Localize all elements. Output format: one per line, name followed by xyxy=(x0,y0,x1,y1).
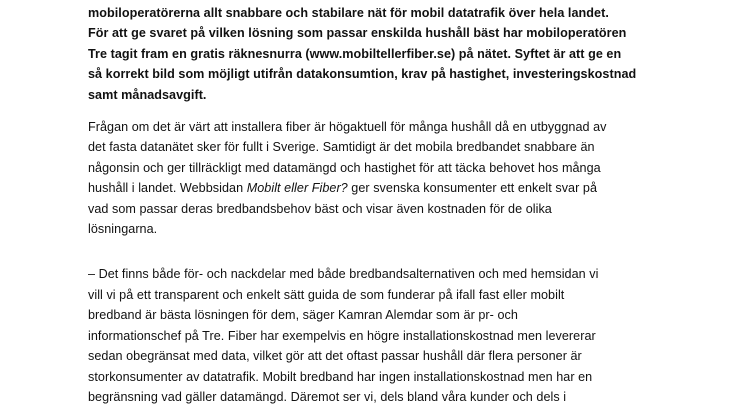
lead-paragraph xyxy=(88,3,728,105)
text-line: samt månadsavgift. xyxy=(88,87,207,102)
text-line: bredband är bästa lösningen för dem, säger Kamran Alemdar som är pr- och xyxy=(88,308,518,323)
paragraph-spacer xyxy=(88,105,728,117)
document-page xyxy=(88,3,728,407)
text-line: vad som passar deras bredbandsbehov bäst och visar även kostnaden för de olika xyxy=(88,201,552,216)
text-line: Frågan om det är värt att installera fiber är högaktuell för många hushåll då en utbyggnad av xyxy=(88,120,607,135)
text-line: lösningarna. xyxy=(88,222,158,237)
text-line: storkonsumenter av datatrafik. Mobilt bredband har ingen installationskostnad men har en xyxy=(88,369,593,384)
paragraph-spacer xyxy=(88,239,728,264)
text-line: Tre tagit fram en gratis räknesnurra (www.mobiltellerfiber.se) på nätet. Syftet är att ge en xyxy=(88,46,622,61)
website-name-italic: Mobilt eller Fiber? xyxy=(246,181,348,196)
text-line: det fasta datanätet sker för fullt i Sverige. Samtidigt är det mobila bredbandet snabbare än xyxy=(88,140,595,155)
text-line: någonsin och ger tillräckligt med datamängd och hastighet för att täcka behovet hos många xyxy=(88,160,601,175)
text-line: – Det finns både för- och nackdelar med både bredbandsalternativen och med hemsidan vi xyxy=(88,267,599,282)
text-line: För att ge svaret på vilken lösning som passar enskilda hushåll bäst har mobiloperatören xyxy=(88,26,627,41)
text-fragment: hushåll i landet. Webbsidan xyxy=(88,181,247,196)
text-line: vill vi på ett transparent och enkelt sätt guida de som funderar på ifall fast eller mobilt xyxy=(88,287,565,302)
text-line: mobiloperatörerna allt snabbare och stabilare nät för mobil datatrafik över hela landet. xyxy=(88,6,609,20)
text-line: sedan obegränsat med data, vilket gör att det oftast passar hushåll där flera personer är xyxy=(88,349,582,364)
text-line: begränsning vad gäller datamängd. Däremot ser vi, dels bland våra kunder och dels i xyxy=(88,389,567,404)
text-line: informationschef på Tre. Fiber har exempelvis en högre installationskostnad men levererar xyxy=(88,328,596,343)
text-fragment: ger svenska konsumenter ett enkelt svar på xyxy=(347,181,598,196)
body-paragraph-2 xyxy=(88,264,728,407)
text-line: så korrekt bild som möjligt utifrån datakonsumtion, krav på hastighet, investeringskostnad xyxy=(88,67,637,82)
text-line-with-italic xyxy=(88,178,728,198)
body-paragraph-1 xyxy=(88,117,728,239)
